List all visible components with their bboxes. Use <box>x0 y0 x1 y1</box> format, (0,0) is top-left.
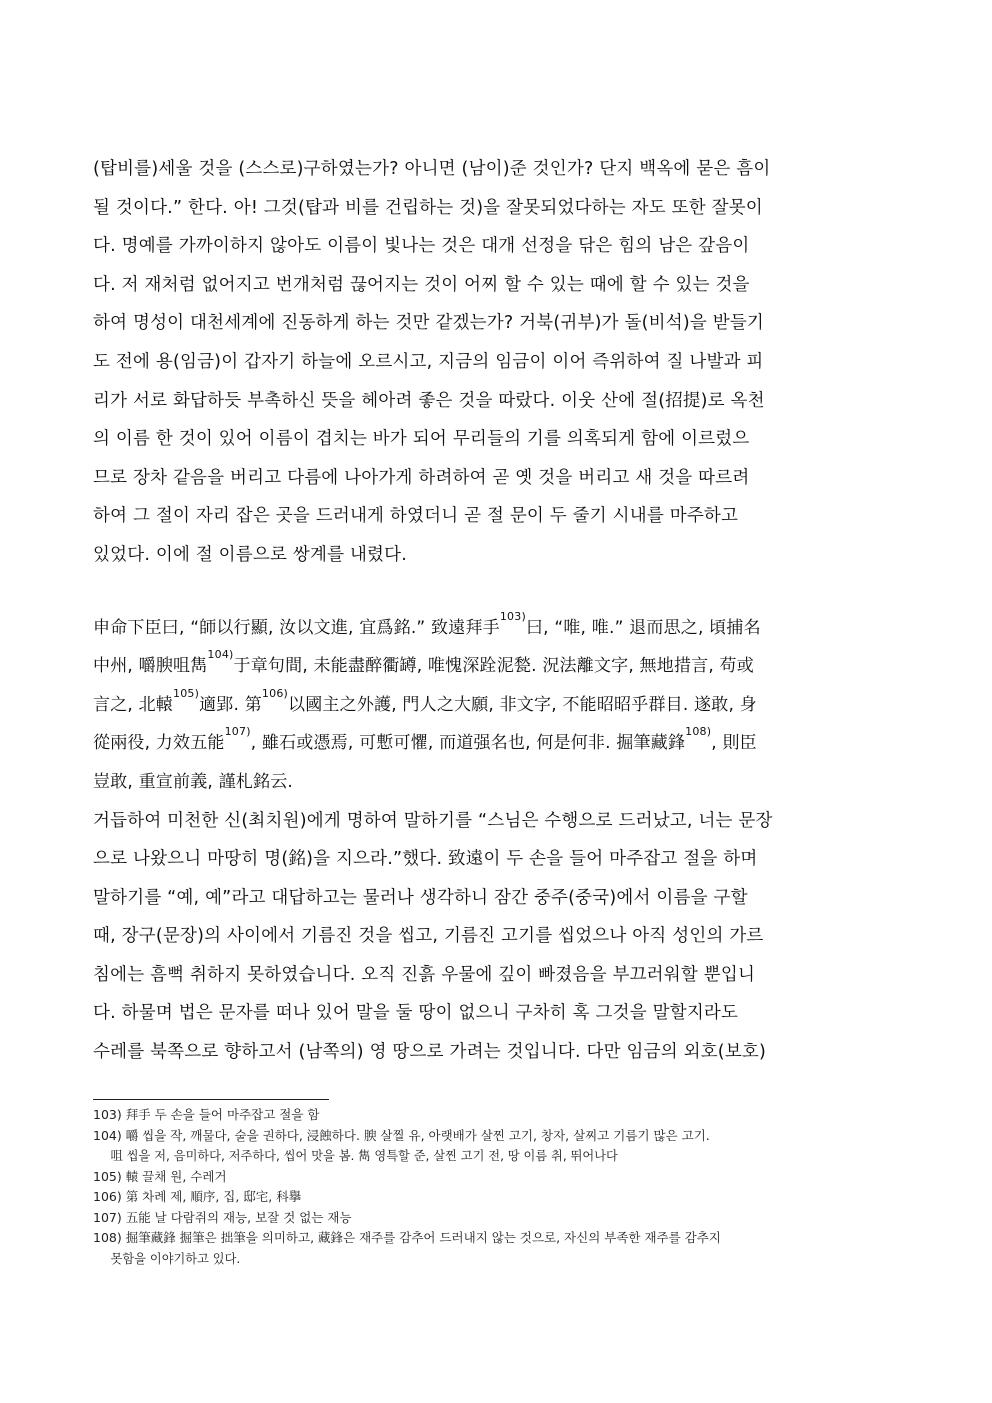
classical-chinese-paragraph <box>93 609 897 802</box>
text-line: 으로 나왔으니 마땅히 명(銘)을 지으라.”했다. 致遠이 두 손을 들어 마주잡고 절을 하며 <box>93 849 758 870</box>
footnote-108-continued: 못함을 이야기하고 있다. <box>110 1250 241 1266</box>
text-line: 하여 그 절이 자리 잡은 곳을 드러내게 하였더니 곧 절 문이 두 줄기 시내를 마주하고 <box>93 506 739 527</box>
text-line: 의 이름 한 것이 있어 이름이 겹치는 바가 되어 무리들의 기를 의혹되게 함에 이르렀으 <box>93 429 750 450</box>
footnote-ref-103[interactable]: 103) <box>499 609 526 623</box>
text-line: 말하기를 “예, 예”라고 대답하고는 물러나 생각하니 잠간 중주(중국)에서 이름을 구할 <box>93 887 748 908</box>
footnote-divider <box>93 1099 329 1100</box>
text-line: 있었다. 이에 절 이름으로 쌍계를 내렸다. <box>93 544 408 565</box>
footnote-107: 107) 五能 날 다람쥐의 재능, 보잘 것 없는 재능 <box>93 1209 352 1225</box>
text-line: 하여 명성이 대천세계에 진동하게 하는 것만 같겠는가? 거북(귀부)가 돌(비석)을 받들기 <box>93 313 765 334</box>
footnotes-section <box>93 1105 897 1269</box>
text-line: 때, 장구(문장)의 사이에서 기름진 것을 씹고, 기름진 고기를 씹었으나 아직 성인의 가르 <box>93 926 764 947</box>
footnote-ref-104[interactable]: 104) <box>207 648 234 662</box>
text-line: 豈敢, 重宣前義, 謹札銘云. <box>93 771 294 792</box>
text-line: 다. 저 재처럼 없어지고 번개처럼 끊어지는 것이 어찌 할 수 있는 때에 할 수 있는 것을 <box>93 274 750 295</box>
text-line: 從兩役, 力效五能$^{107)}$, 雖石或憑焉, 可慙可懼, 而道强名也, 何是何非. 掘筆藏鋒$^{108)}$, 則臣 <box>93 725 757 754</box>
footnote-ref-105[interactable]: 105) <box>173 686 200 700</box>
footnote-105: 105) 轅 끌채 원, 수레거 <box>93 1168 227 1184</box>
text-line: 리가 서로 화답하듯 부촉하신 뜻을 헤아려 좋은 것을 따랐다. 이웃 산에 절(招提)로 옥천 <box>93 390 765 411</box>
text-line: 므로 장차 같음을 버리고 다름에 나아가게 하려하여 곧 옛 것을 버리고 새 것을 따르려 <box>93 467 750 488</box>
footnote-108: 108) 掘筆藏鋒 掘筆은 拙筆을 의미하고, 藏鋒은 재주를 감추어 드러내지 않는 것으로, 자신의 부족한 재주를 감추지 <box>93 1230 721 1245</box>
text-line: 言之, 北轅$^{105)}$適郢. 第$^{106)}$以國主之外護, 門人之大願, 非文字, 不能昭昭乎群目. 遂敢, 身 <box>93 686 757 715</box>
footnote-ref-107[interactable]: 107) <box>224 725 251 739</box>
korean-translation-paragraph-1 <box>93 150 897 575</box>
footnote-104: 104) 嚼 씹을 작, 깨물다, 술을 권하다, 浸蝕하다. 腴 살찔 유, 아랫배가 살찐 고기, 창자, 살찌고 기름기 많은 고기. <box>93 1127 710 1143</box>
text-line: 수레를 북쪽으로 향하고서 (남쪽의) 영 땅으로 가려는 것입니다. 다만 임금의 외호(보호) <box>93 1042 767 1063</box>
text-line: 申命下臣曰, “師以行顯, 汝以文進, 宜爲銘.” 致遠拜手$^{103)}$曰, “唯, 唯.” 退而思之, 頃捕名 <box>93 609 761 638</box>
text-line: 될 것이다.” 한다. 아! 그것(탑과 비를 건립하는 것)을 잘못되었다하는 자도 또한 잘못이 <box>93 197 763 218</box>
footnote-ref-108[interactable]: 108) <box>685 725 712 739</box>
text-line: 거듭하여 미천한 신(최치원)에게 명하여 말하기를 “스님은 수행으로 드러났고, 너는 문장 <box>93 810 773 831</box>
text-line: 다. 하물며 법은 문자를 떠나 있어 말을 둘 땅이 없으니 구차히 혹 그것을 말할지라도 <box>93 1003 739 1024</box>
footnote-106: 106) 第 차례 제, 順序, 집, 邸宅, 科擧 <box>93 1189 302 1204</box>
footnote-103: 103) 拜手 두 손을 들어 마주잡고 절을 함 <box>93 1107 320 1122</box>
korean-translation-paragraph-2 <box>93 802 897 1072</box>
footnote-104-continued: 咀 씹을 저, 음미하다, 저주하다, 씹어 맛을 봄. 雋 영특할 준, 살찐 고기 전, 땅 이름 취, 뛰어나다 <box>110 1148 618 1163</box>
paragraph-gap <box>93 575 897 609</box>
text-line: (탑비를)세울 것을 (스스로)구하였는가? 아니면 (남이)준 것인가? 단지 백옥에 묻은 흠이 <box>93 159 771 179</box>
text-line: 침에는 흠뻑 취하지 못하였습니다. 오직 진흙 우물에 깊이 빠졌음을 부끄러워할 뿐입니 <box>93 964 756 985</box>
footnote-ref-106[interactable]: 106) <box>261 686 289 700</box>
text-line: 中州, 嚼腴咀雋$^{104)}$于章句間, 未能盡醉衢罇, 唯愧深跧泥甃. 況法離文字, 無地措言, 苟或 <box>93 648 754 677</box>
text-line: 도 전에 용(임금)이 갑자기 하늘에 오르시고, 지금의 임금이 이어 즉위하여 질 나발과 피 <box>93 351 764 372</box>
page-body <box>93 150 897 1072</box>
text-line: 다. 명예를 가까이하지 않아도 이름이 빛나는 것은 대개 선정을 닦은 힘의 남은 갚음이 <box>93 236 750 257</box>
